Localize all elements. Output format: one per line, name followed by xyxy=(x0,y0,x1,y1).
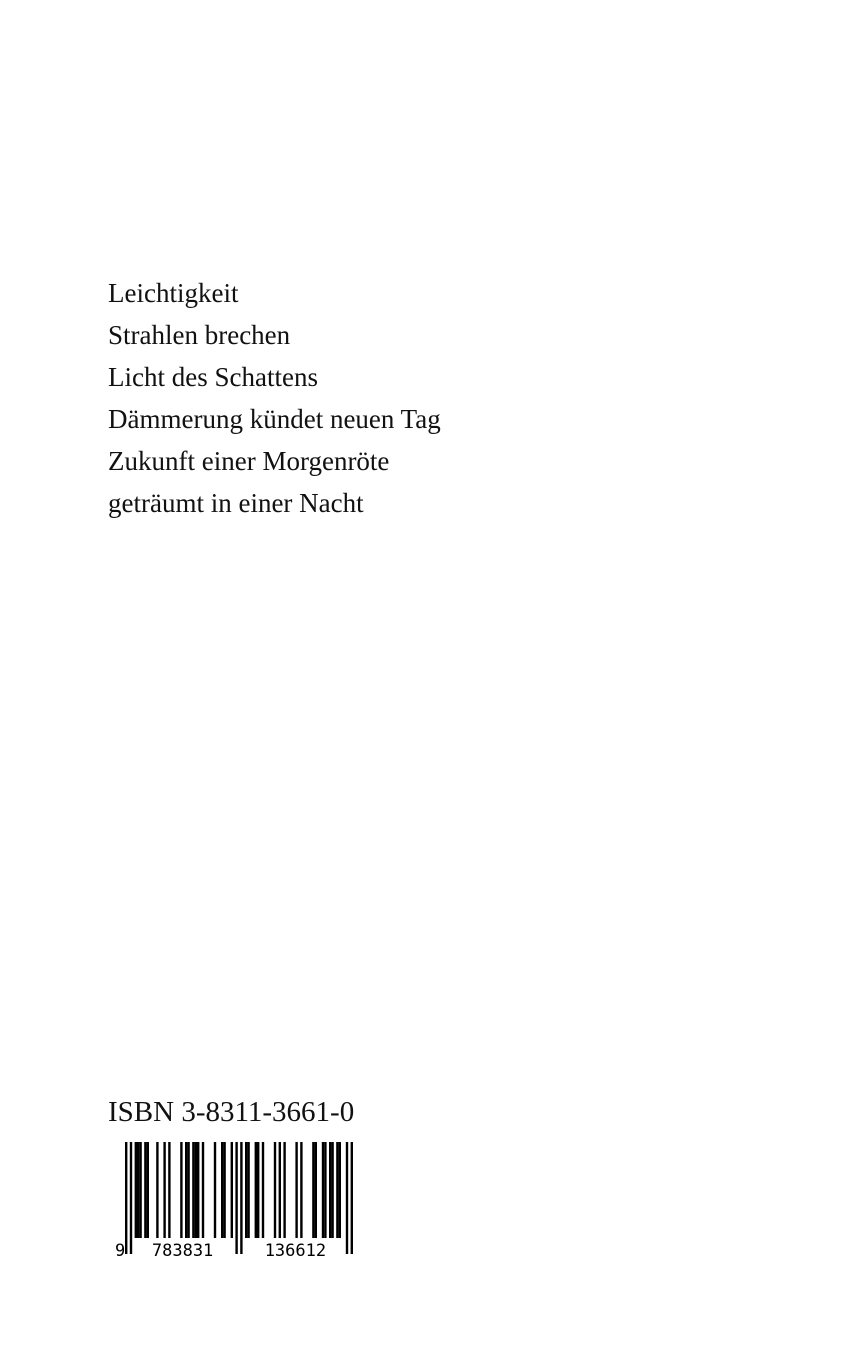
barcode-guard-bar xyxy=(235,1142,237,1254)
barcode-bar xyxy=(168,1142,170,1238)
barcode-bar xyxy=(329,1142,331,1238)
barcode-bar xyxy=(312,1142,314,1238)
barcode-bar xyxy=(185,1142,187,1238)
barcode-bar xyxy=(324,1142,326,1238)
barcode-bar xyxy=(274,1142,276,1238)
barcode-bar xyxy=(247,1142,249,1238)
barcode-bar xyxy=(295,1142,297,1238)
poem-line-5: Zukunft einer Morgenröte xyxy=(108,446,390,476)
barcode-guard-bar xyxy=(346,1142,348,1254)
barcode-left-digits: 783831 xyxy=(151,1241,214,1260)
barcode-bar xyxy=(197,1142,199,1238)
poem-line-1: Leichtigkeit xyxy=(108,278,239,308)
barcode-bar xyxy=(180,1142,182,1238)
barcode-guard-bar xyxy=(351,1142,353,1254)
barcode-bar xyxy=(223,1142,225,1238)
barcode-bar xyxy=(231,1142,233,1238)
barcode-guard-bar xyxy=(240,1142,242,1254)
barcode-bar xyxy=(279,1142,281,1238)
isbn-label: ISBN 3-8311-3661-0 xyxy=(108,1096,355,1128)
barcode-bar xyxy=(135,1142,137,1238)
barcode xyxy=(115,1142,360,1260)
barcode-bar xyxy=(315,1142,317,1238)
barcode-bar xyxy=(262,1142,264,1238)
barcode-bar xyxy=(214,1142,216,1238)
barcode-bar xyxy=(322,1142,324,1238)
barcode-bar xyxy=(139,1142,141,1238)
poem xyxy=(108,272,441,524)
barcode-bar xyxy=(221,1142,223,1238)
poem-line-6: geträumt in einer Nacht xyxy=(108,488,364,518)
barcode-bar xyxy=(257,1142,259,1238)
barcode-bar xyxy=(187,1142,189,1238)
barcode-bar xyxy=(336,1142,338,1238)
barcode-guard-bar xyxy=(125,1142,127,1254)
poem-line-3: Licht des Schattens xyxy=(108,362,318,392)
barcode-graphic xyxy=(115,1142,360,1260)
barcode-bar xyxy=(331,1142,333,1238)
barcode-right-digits: 136612 xyxy=(264,1241,327,1260)
barcode-bar xyxy=(163,1142,165,1238)
barcode-bar xyxy=(137,1142,139,1238)
poem-line-2: Strahlen brechen xyxy=(108,320,291,350)
barcode-leading-digit: 9 xyxy=(115,1241,126,1260)
barcode-bar xyxy=(245,1142,247,1238)
barcode-bar xyxy=(300,1142,302,1238)
barcode-bar xyxy=(147,1142,149,1238)
barcode-bar xyxy=(192,1142,194,1238)
poem-line-4: Dämmerung kündet neuen Tag xyxy=(108,404,441,434)
barcode-bar xyxy=(255,1142,257,1238)
barcode-bar xyxy=(144,1142,146,1238)
barcode-bar xyxy=(195,1142,197,1238)
barcode-bar xyxy=(202,1142,204,1238)
barcode-bar xyxy=(339,1142,341,1238)
barcode-bar xyxy=(156,1142,158,1238)
barcode-bar xyxy=(283,1142,285,1238)
barcode-guard-bar xyxy=(130,1142,132,1254)
